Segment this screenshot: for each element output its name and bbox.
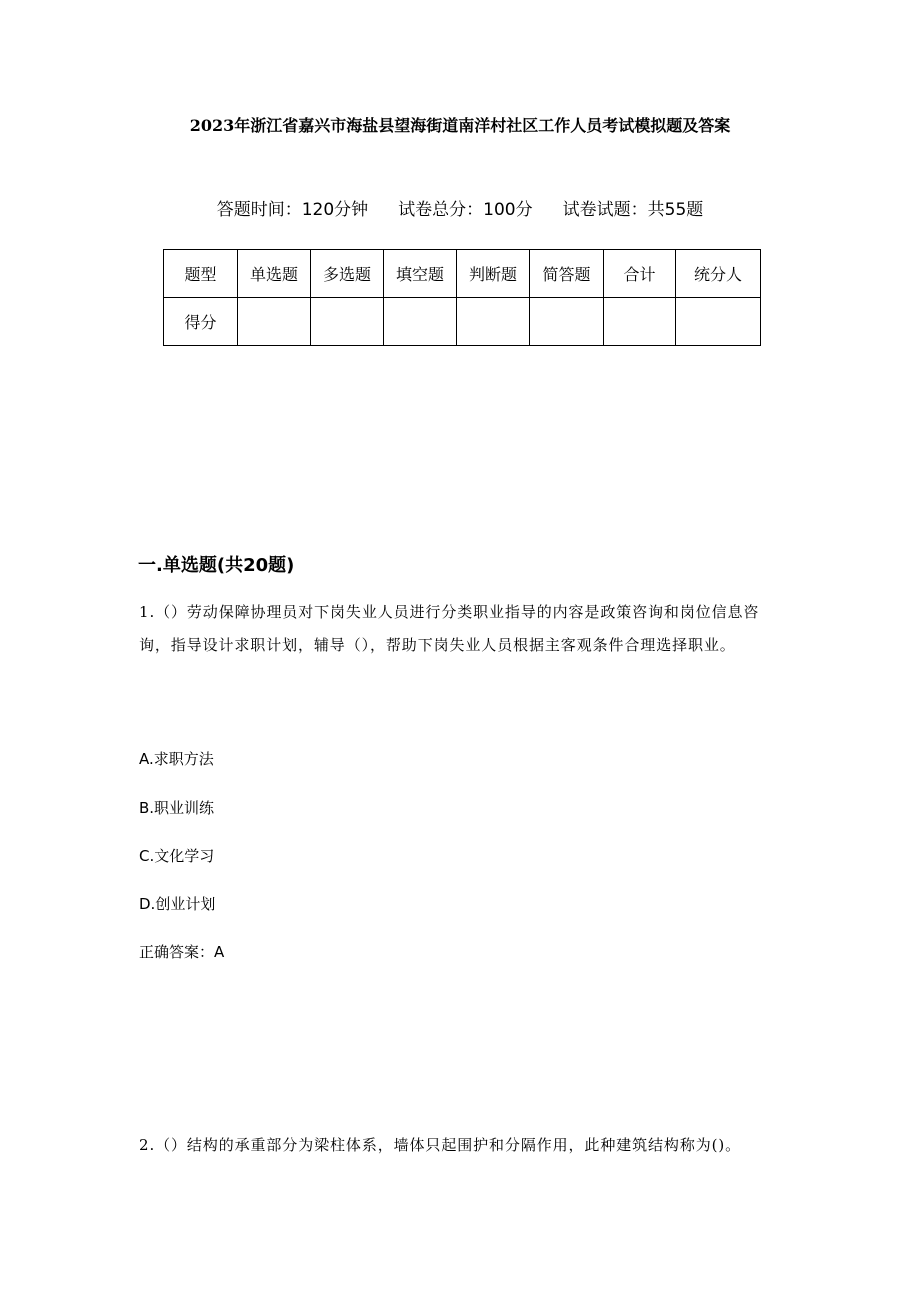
question-1-option-b: B.职业训练 xyxy=(139,799,215,817)
header-cell-single-choice: 单选题 xyxy=(238,250,311,298)
score-cell xyxy=(457,298,530,346)
question-1-option-d: D.创业计划 xyxy=(139,895,216,913)
score-cell xyxy=(238,298,311,346)
question-1-option-c: C.文化学习 xyxy=(139,847,215,865)
score-cell xyxy=(311,298,384,346)
question-1-option-a: A.求职方法 xyxy=(139,750,214,768)
question-1-text: 1.（）劳动保障协理员对下岗失业人员进行分类职业指导的内容是政策咨询和岗位信息咨询，指导设计求职计划，辅导（），帮助下岗失业人员根据主客观条件合理选择职业。 xyxy=(139,603,760,654)
header-cell-true-false: 判断题 xyxy=(457,250,530,298)
header-cell-type: 题型 xyxy=(164,250,238,298)
page-title: 2023年浙江省嘉兴市海盐县望海街道南洋村社区工作人员考试模拟题及答案 xyxy=(189,116,731,135)
score-cell xyxy=(530,298,604,346)
header-cell-multiple-choice: 多选题 xyxy=(311,250,384,298)
header-cell-short-answer: 简答题 xyxy=(530,250,604,298)
score-cell xyxy=(384,298,457,346)
exam-info xyxy=(0,197,920,223)
score-cell xyxy=(604,298,676,346)
header-cell-fill-blank: 填空题 xyxy=(384,250,457,298)
exam-question-count: 试卷试题：共55题 xyxy=(562,200,704,220)
score-table-header-row xyxy=(164,250,761,298)
question-1-answer: 正确答案：A xyxy=(139,943,225,961)
exam-total-score: 试卷总分：100分 xyxy=(398,200,533,220)
header-cell-scorer: 统分人 xyxy=(676,250,761,298)
score-cell xyxy=(676,298,761,346)
section-heading: 一.单选题(共20题) xyxy=(138,555,295,576)
row-label-score: 得分 xyxy=(164,298,238,346)
score-table xyxy=(163,249,761,346)
question-2-text: 2.（）结构的承重部分为梁柱体系，墙体只起围护和分隔作用，此种建筑结构称为()。 xyxy=(139,1136,742,1154)
header-cell-total: 合计 xyxy=(604,250,676,298)
score-table-score-row xyxy=(164,298,761,346)
exam-time: 答题时间：120分钟 xyxy=(216,200,369,220)
